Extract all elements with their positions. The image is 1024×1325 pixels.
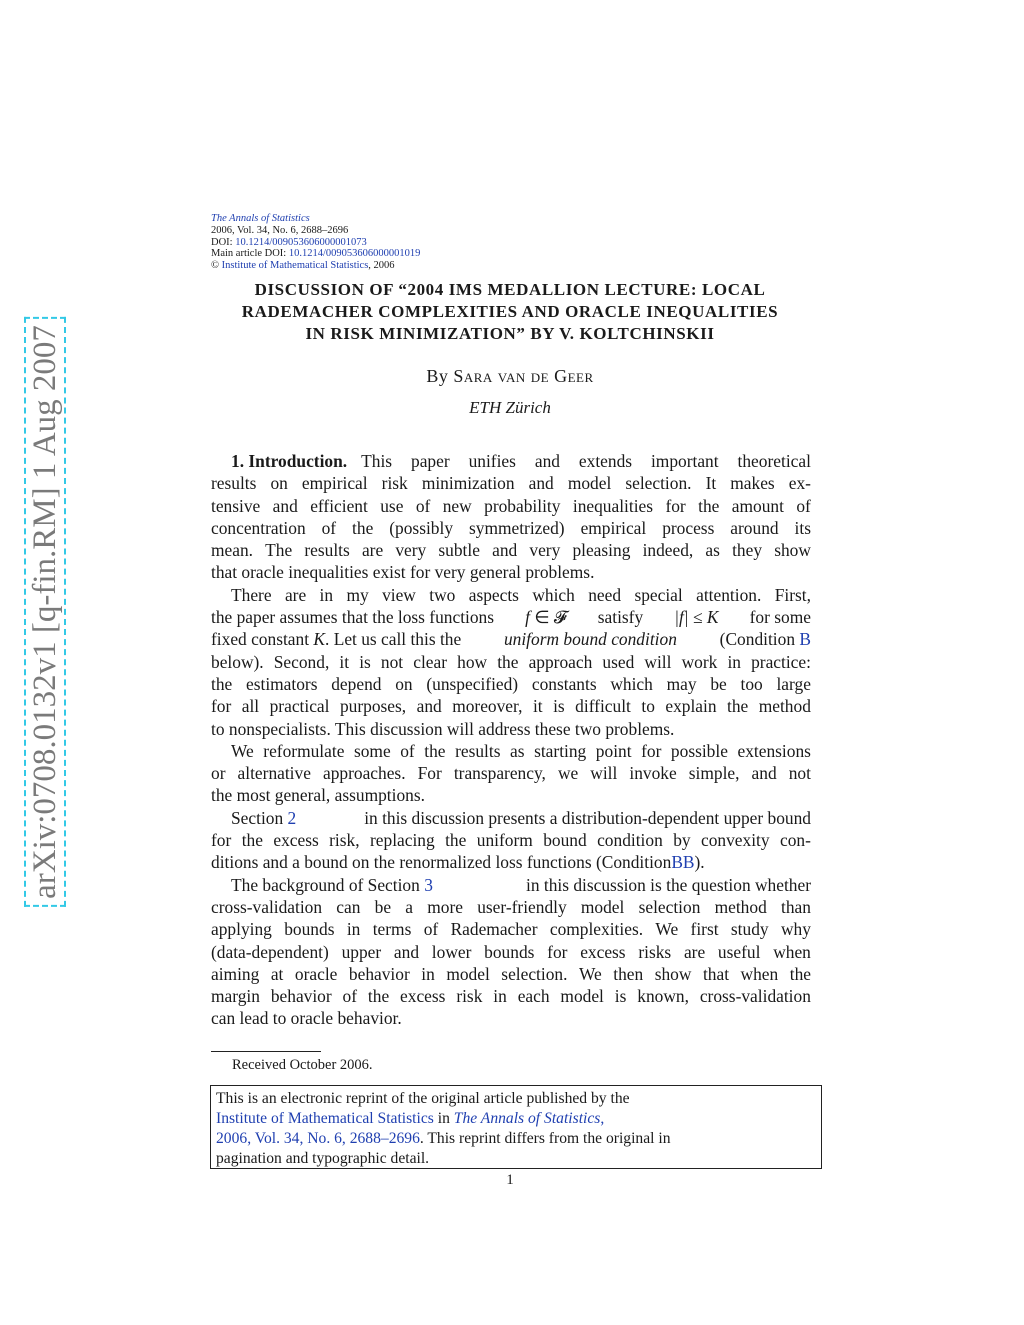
text-line: aiming at oracle behavior in model selection. We then show that when the [211,963,811,984]
paper-title [200,279,820,345]
math-symbol: 𝓕 [553,607,567,628]
text-segment: ). [694,852,705,873]
math-symbol: ≤ [688,607,707,628]
footnote-divider [211,1051,321,1052]
text-segment: (Condition [719,629,800,650]
text-line: that oracle inequalities exist for very general problems. [211,562,595,583]
math-symbol: f [525,607,530,628]
publisher-link[interactable]: Institute of Mathematical Statistics [221,260,369,272]
text-line: We reformulate some of the results as starting point for possible extensions [231,740,811,761]
reprint-publisher-link[interactable]: Institute of Mathematical Statistics [216,1110,434,1127]
text-line: cross-validation can be a more user-friendly model selection method than [211,896,811,917]
section-3-link[interactable]: 3 [424,874,433,895]
main-doi-link[interactable]: 10.1214/009053606000001019 [288,248,421,260]
math-symbol: K [706,607,719,628]
text-segment: . Let us call this the [325,629,462,650]
text-line: can lead to oracle behavior. [211,1008,402,1029]
reprint-text: in [433,1110,454,1127]
condition-bb-link[interactable]: BB [671,852,695,873]
math-symbol: K [313,629,325,650]
text-line: results on empirical risk minimization and model selection. It makes ex- [211,473,811,494]
reprint-citation-link[interactable]: 2006, Vol. 34, No. 6, 2688–2696 [216,1130,420,1147]
text-line: the estimators depend on (unspecified) constants which may be too large [211,673,811,694]
title-line: DISCUSSION OF “2004 IMS MEDALLION LECTURE: LOCAL [254,280,766,299]
section-number: 1. [231,451,245,471]
text-line: below). Second, it is not clear how the approach used will work in practice: [211,651,811,672]
title-line: IN RISK MINIMIZATION” BY V. KOLTCHINSKII [305,324,715,343]
text-segment: in this discussion presents a distribution-dependent upper bound [364,807,811,828]
author-by-prefix: By [426,366,454,386]
text-line [211,874,811,896]
reprint-journal-link[interactable]: The Annals of Statistics [453,1110,601,1127]
text-line [211,606,811,628]
text-segment: satisfy [597,607,644,628]
reprint-text: . This reprint differs from the original in [419,1130,671,1147]
journal-header [211,213,631,272]
section-title: Introduction. [248,451,348,471]
condition-b-link[interactable]: B [799,629,811,650]
received-date-note: Received October 2006. [232,1057,373,1073]
text-segment: This paper unifies and extends important theoretical [361,451,811,471]
text-line: concentration of the (possibly symmetrized) empirical process around its [211,517,811,538]
text-line [211,851,811,873]
math-symbol: ∈ [529,607,554,628]
text-line: (data-dependent) upper and lower bounds for excess risks are useful when [211,941,811,962]
page-number: 1 [506,1172,514,1188]
author-affiliation: ETH Zürich [469,398,551,417]
journal-name-link[interactable]: The Annals of Statistics [211,213,310,224]
reprint-notice-box [210,1085,822,1169]
text-line: applying bounds in terms of Rademacher complexities. We first study why [211,919,811,940]
text-line [211,450,811,472]
text-segment: fixed constant [211,629,314,650]
text-segment: The background of Section [231,874,425,895]
reprint-line: pagination and typographic detail. [216,1150,430,1167]
text-line: for the excess risk, replacing the uniform bound condition by convexity con- [211,830,811,851]
reprint-text: , [600,1110,605,1127]
introduction-section [211,450,811,1030]
text-line: the most general, assumptions. [211,785,425,806]
arxiv-identifier-stamp: arXiv:0708.0132v1 [q-fin.RM] 1 Aug 2007 [24,317,66,907]
author-name: Sara van de Geer [453,366,594,386]
text-segment: ditions and a bound on the renormalized loss functions (Condition [211,852,672,873]
text-line: mean. The results are very subtle and very pleasing indeed, as they show [211,540,811,561]
text-line [211,807,811,829]
text-segment: in this discussion is the question whether [526,874,811,895]
main-doi-label: Main article DOI: [211,248,289,260]
text-line: There are in my view two aspects which need special attention. First, [231,584,811,605]
text-segment: the paper assumes that the loss functions [211,607,495,628]
section-2-link[interactable]: 2 [287,807,297,828]
title-line: RADEMACHER COMPLEXITIES AND ORACLE INEQUALITIES [241,302,779,321]
text-line: to nonspecialists. This discussion will address these two problems. [211,718,675,739]
text-line: for all practical purposes, and moreover, it is difficult to explain the method [211,696,811,717]
text-line [211,628,811,650]
volume-line: 2006, Vol. 34, No. 6, 2688–2696 [211,224,349,236]
doi-link[interactable]: 10.1214/009053606000001073 [235,236,367,248]
text-line: tensive and efficient use of new probability inequalities for the amount of [211,495,811,516]
text-segment: Section [231,807,288,828]
text-line: margin behavior of the excess risk in each model is known, cross-validation [211,986,811,1007]
author-line [200,366,820,387]
reprint-line: This is an electronic reprint of the original article published by the [216,1090,630,1107]
copyright-year: , 2006 [368,260,395,272]
text-line: or alternative approaches. For transparency, we will invoke simple, and not [211,763,811,784]
emphasis-text: uniform bound condition [503,629,677,650]
copyright-icon: © [211,260,219,272]
math-symbol: |f| [674,607,689,628]
doi-label: DOI: [211,236,236,248]
text-segment: for some [749,607,811,628]
